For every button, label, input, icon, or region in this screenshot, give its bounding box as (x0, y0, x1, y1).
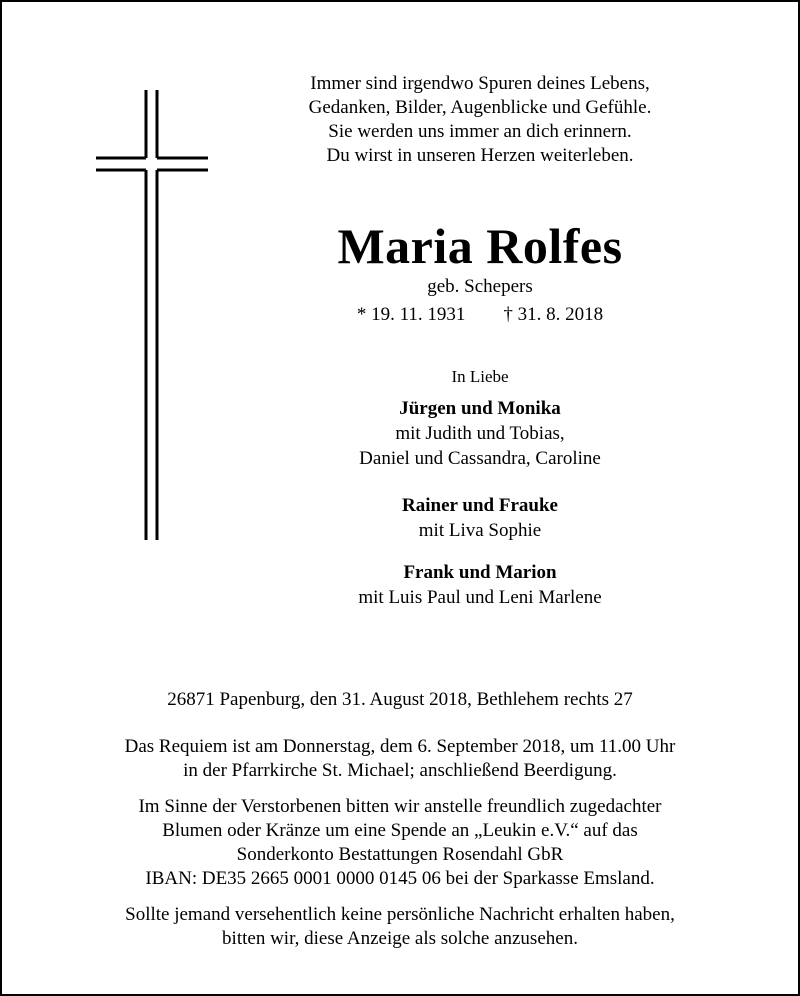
place-date-line: 26871 Papenburg, den 31. August 2018, Bethlehem rechts 27 (167, 689, 633, 710)
family-group (170, 560, 790, 610)
family-line: mit Liva Sophie (418, 520, 542, 541)
family-line: mit Luis Paul und Leni Marlene (358, 587, 602, 608)
family-group (170, 493, 790, 543)
donation-line: Sonderkonto Bestattungen Rosendahl GbR (236, 844, 564, 865)
donation-line: Blumen oder Kränze um eine Spende an „Leukin e.V.“ auf das (162, 820, 638, 841)
notice-line: bitten wir, diese Anzeige als solche anzusehen. (222, 928, 578, 949)
family-heading: Jürgen und Monika (399, 398, 561, 419)
poem-line: Du wirst in unseren Herzen weiterleben. (326, 145, 634, 166)
donation-line: Im Sinne der Verstorbenen bitten wir anstelle freundlich zugedachter (138, 796, 662, 817)
poem-line: Sie werden uns immer an dich erinnern. (328, 121, 632, 142)
notice-line: Sollte jemand versehentlich keine persönliche Nachricht erhalten haben, (125, 904, 675, 925)
in-love-label: In Liebe (451, 367, 509, 386)
requiem-line: Das Requiem ist am Donnerstag, dem 6. September 2018, um 11.00 Uhr (124, 736, 676, 757)
deceased-name: Maria Rolfes (337, 218, 623, 274)
requiem-paragraph (0, 735, 800, 783)
life-dates (170, 303, 790, 327)
death-date: † 31. 8. 2018 (503, 304, 604, 325)
family-line: Daniel und Cassandra, Caroline (359, 448, 601, 469)
poem-line: Immer sind irgendwo Spuren deines Lebens, (310, 73, 650, 94)
notice-paragraph (0, 903, 800, 951)
birth-name: geb. Schepers (427, 276, 533, 297)
birth-date: * 19. 11. 1931 (356, 304, 466, 325)
family-line: mit Judith und Tobias, (395, 423, 565, 444)
requiem-line: in der Pfarrkirche St. Michael; anschließend Beerdigung. (183, 760, 617, 781)
family-heading: Frank und Marion (403, 562, 557, 583)
donation-paragraph (0, 795, 800, 891)
donation-line: IBAN: DE35 2665 0001 0000 0145 06 bei der Sparkasse Emsland. (145, 868, 655, 889)
poem-line: Gedanken, Bilder, Augenblicke und Gefühle. (308, 97, 652, 118)
memorial-poem (170, 72, 790, 168)
family-group (170, 396, 790, 471)
family-heading: Rainer und Frauke (402, 495, 558, 516)
